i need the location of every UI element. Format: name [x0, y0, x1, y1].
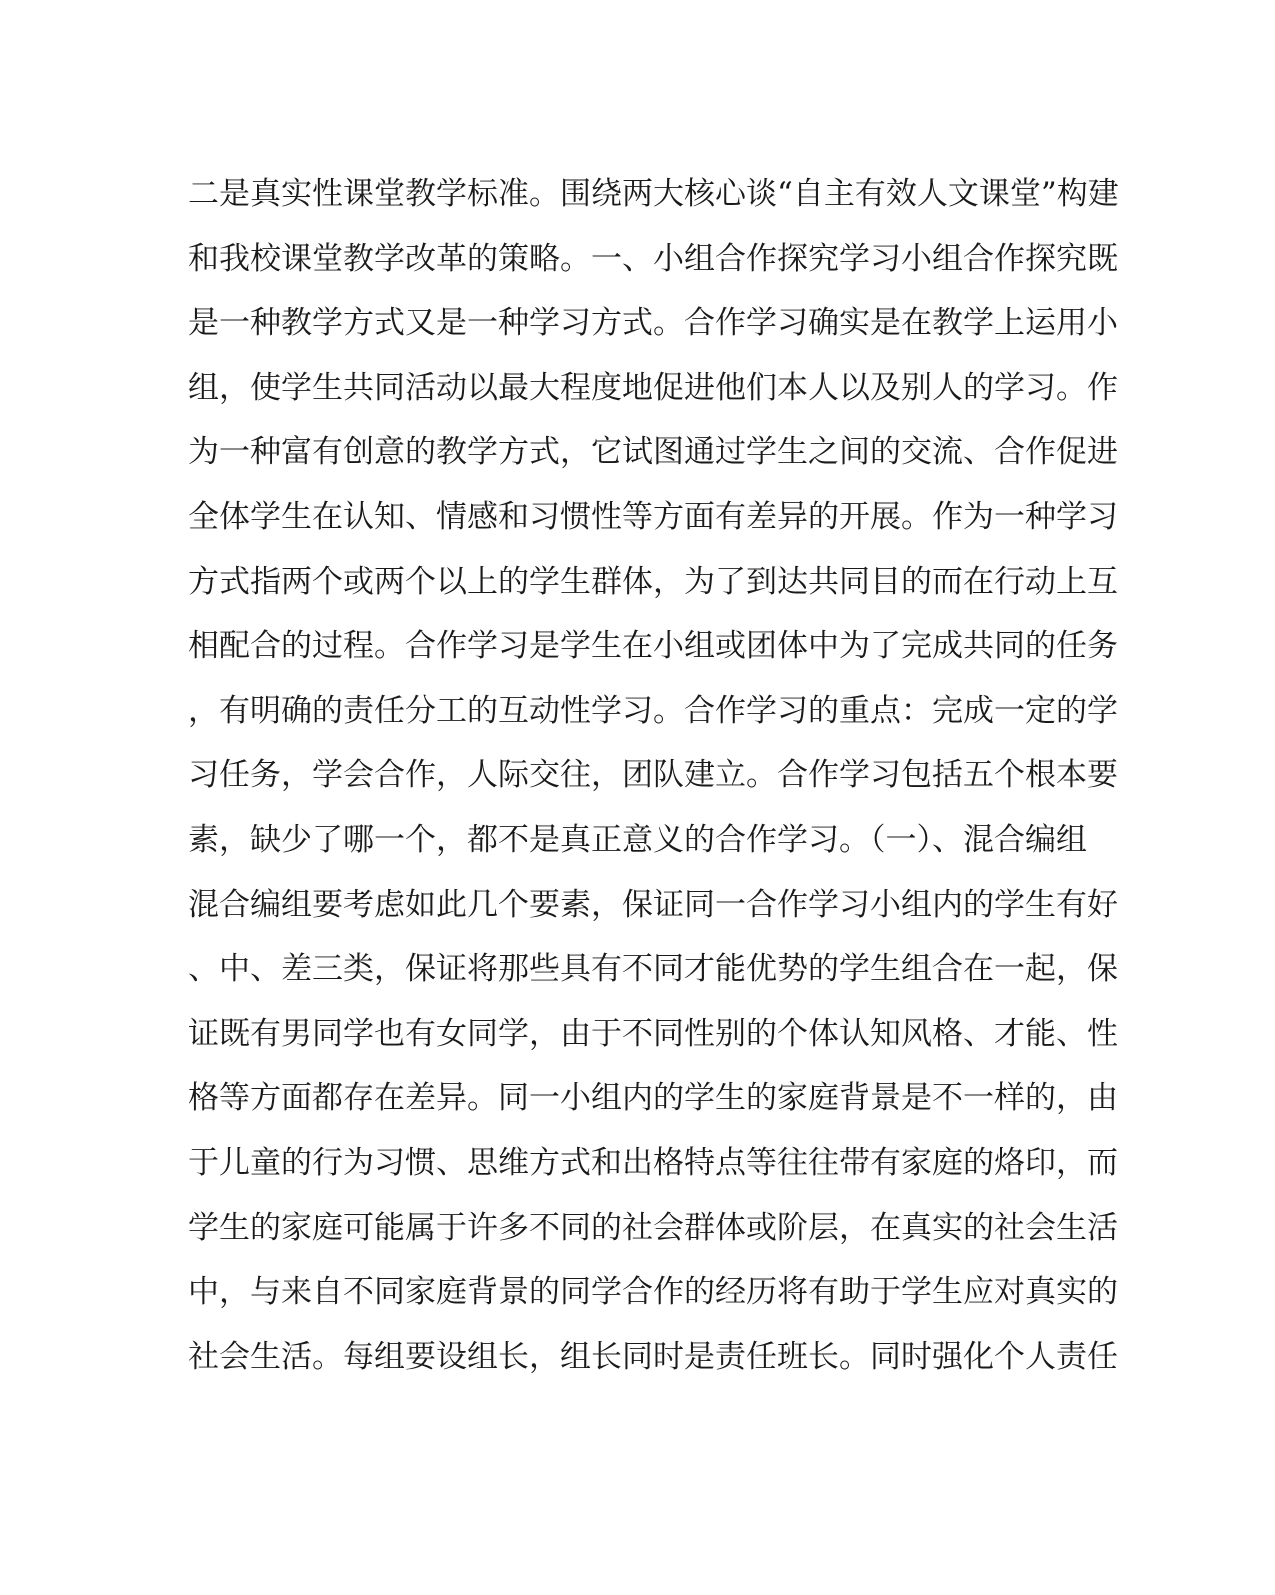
text-line: 和我校课堂教学改革的策略。一、小组合作探究学习小组合作探究既 — [188, 240, 1118, 277]
text-line: 混合编组要考虑如此几个要素，保证同一合作学习小组内的学生有好 — [188, 886, 1118, 923]
text-line: 中，与来自不同家庭背景的同学合作的经历将有助于学生应对真实的 — [188, 1274, 1118, 1311]
text-line: 社会生活。每组要设组长，组长同时是责任班长。同时强化个人责任 — [188, 1338, 1118, 1375]
text-line: 方式指两个或两个以上的学生群体，为了到达共同目的而在行动上互 — [188, 563, 1118, 600]
text-line: 为一种富有创意的教学方式，它试图通过学生之间的交流、合作促进 — [188, 434, 1118, 471]
text-line: 组，使学生共同活动以最大程度地促进他们本人以及别人的学习。作 — [188, 369, 1118, 406]
text-line: 证既有男同学也有女同学，由于不同性别的个体认知风格、才能、性 — [188, 1015, 1118, 1052]
text-line: 全体学生在认知、情感和习惯性等方面有差异的开展。作为一种学习 — [188, 498, 1118, 535]
body-text — [188, 162, 1119, 1389]
text-line: 素，缺少了哪一个，都不是真正意义的合作学习。（一）、混合编组 — [188, 821, 1087, 858]
text-line: 于儿童的行为习惯、思维方式和出格特点等往往带有家庭的烙印，而 — [188, 1144, 1118, 1181]
text-line: 格等方面都存在差异。同一小组内的学生的家庭背景是不一样的，由 — [188, 1080, 1118, 1117]
text-line: 习任务，学会合作，人际交往，团队建立。合作学习包括五个根本要 — [188, 757, 1118, 794]
text-line: 相配合的过程。合作学习是学生在小组或团体中为了完成共同的任务 — [188, 628, 1118, 665]
text-line: 学生的家庭可能属于许多不同的社会群体或阶层，在真实的社会生活 — [188, 1209, 1118, 1246]
text-line: ，有明确的责任分工的互动性学习。合作学习的重点：完成一定的学 — [188, 692, 1118, 729]
text-line: 二是真实性课堂教学标准。围绕两大核心谈“自主有效人文课堂”构建 — [188, 176, 1119, 212]
text-line: 、中、差三类，保证将那些具有不同才能优势的学生组合在一起，保 — [188, 951, 1118, 988]
text-line: 是一种教学方式又是一种学习方式。合作学习确实是在教学上运用小 — [188, 305, 1118, 342]
